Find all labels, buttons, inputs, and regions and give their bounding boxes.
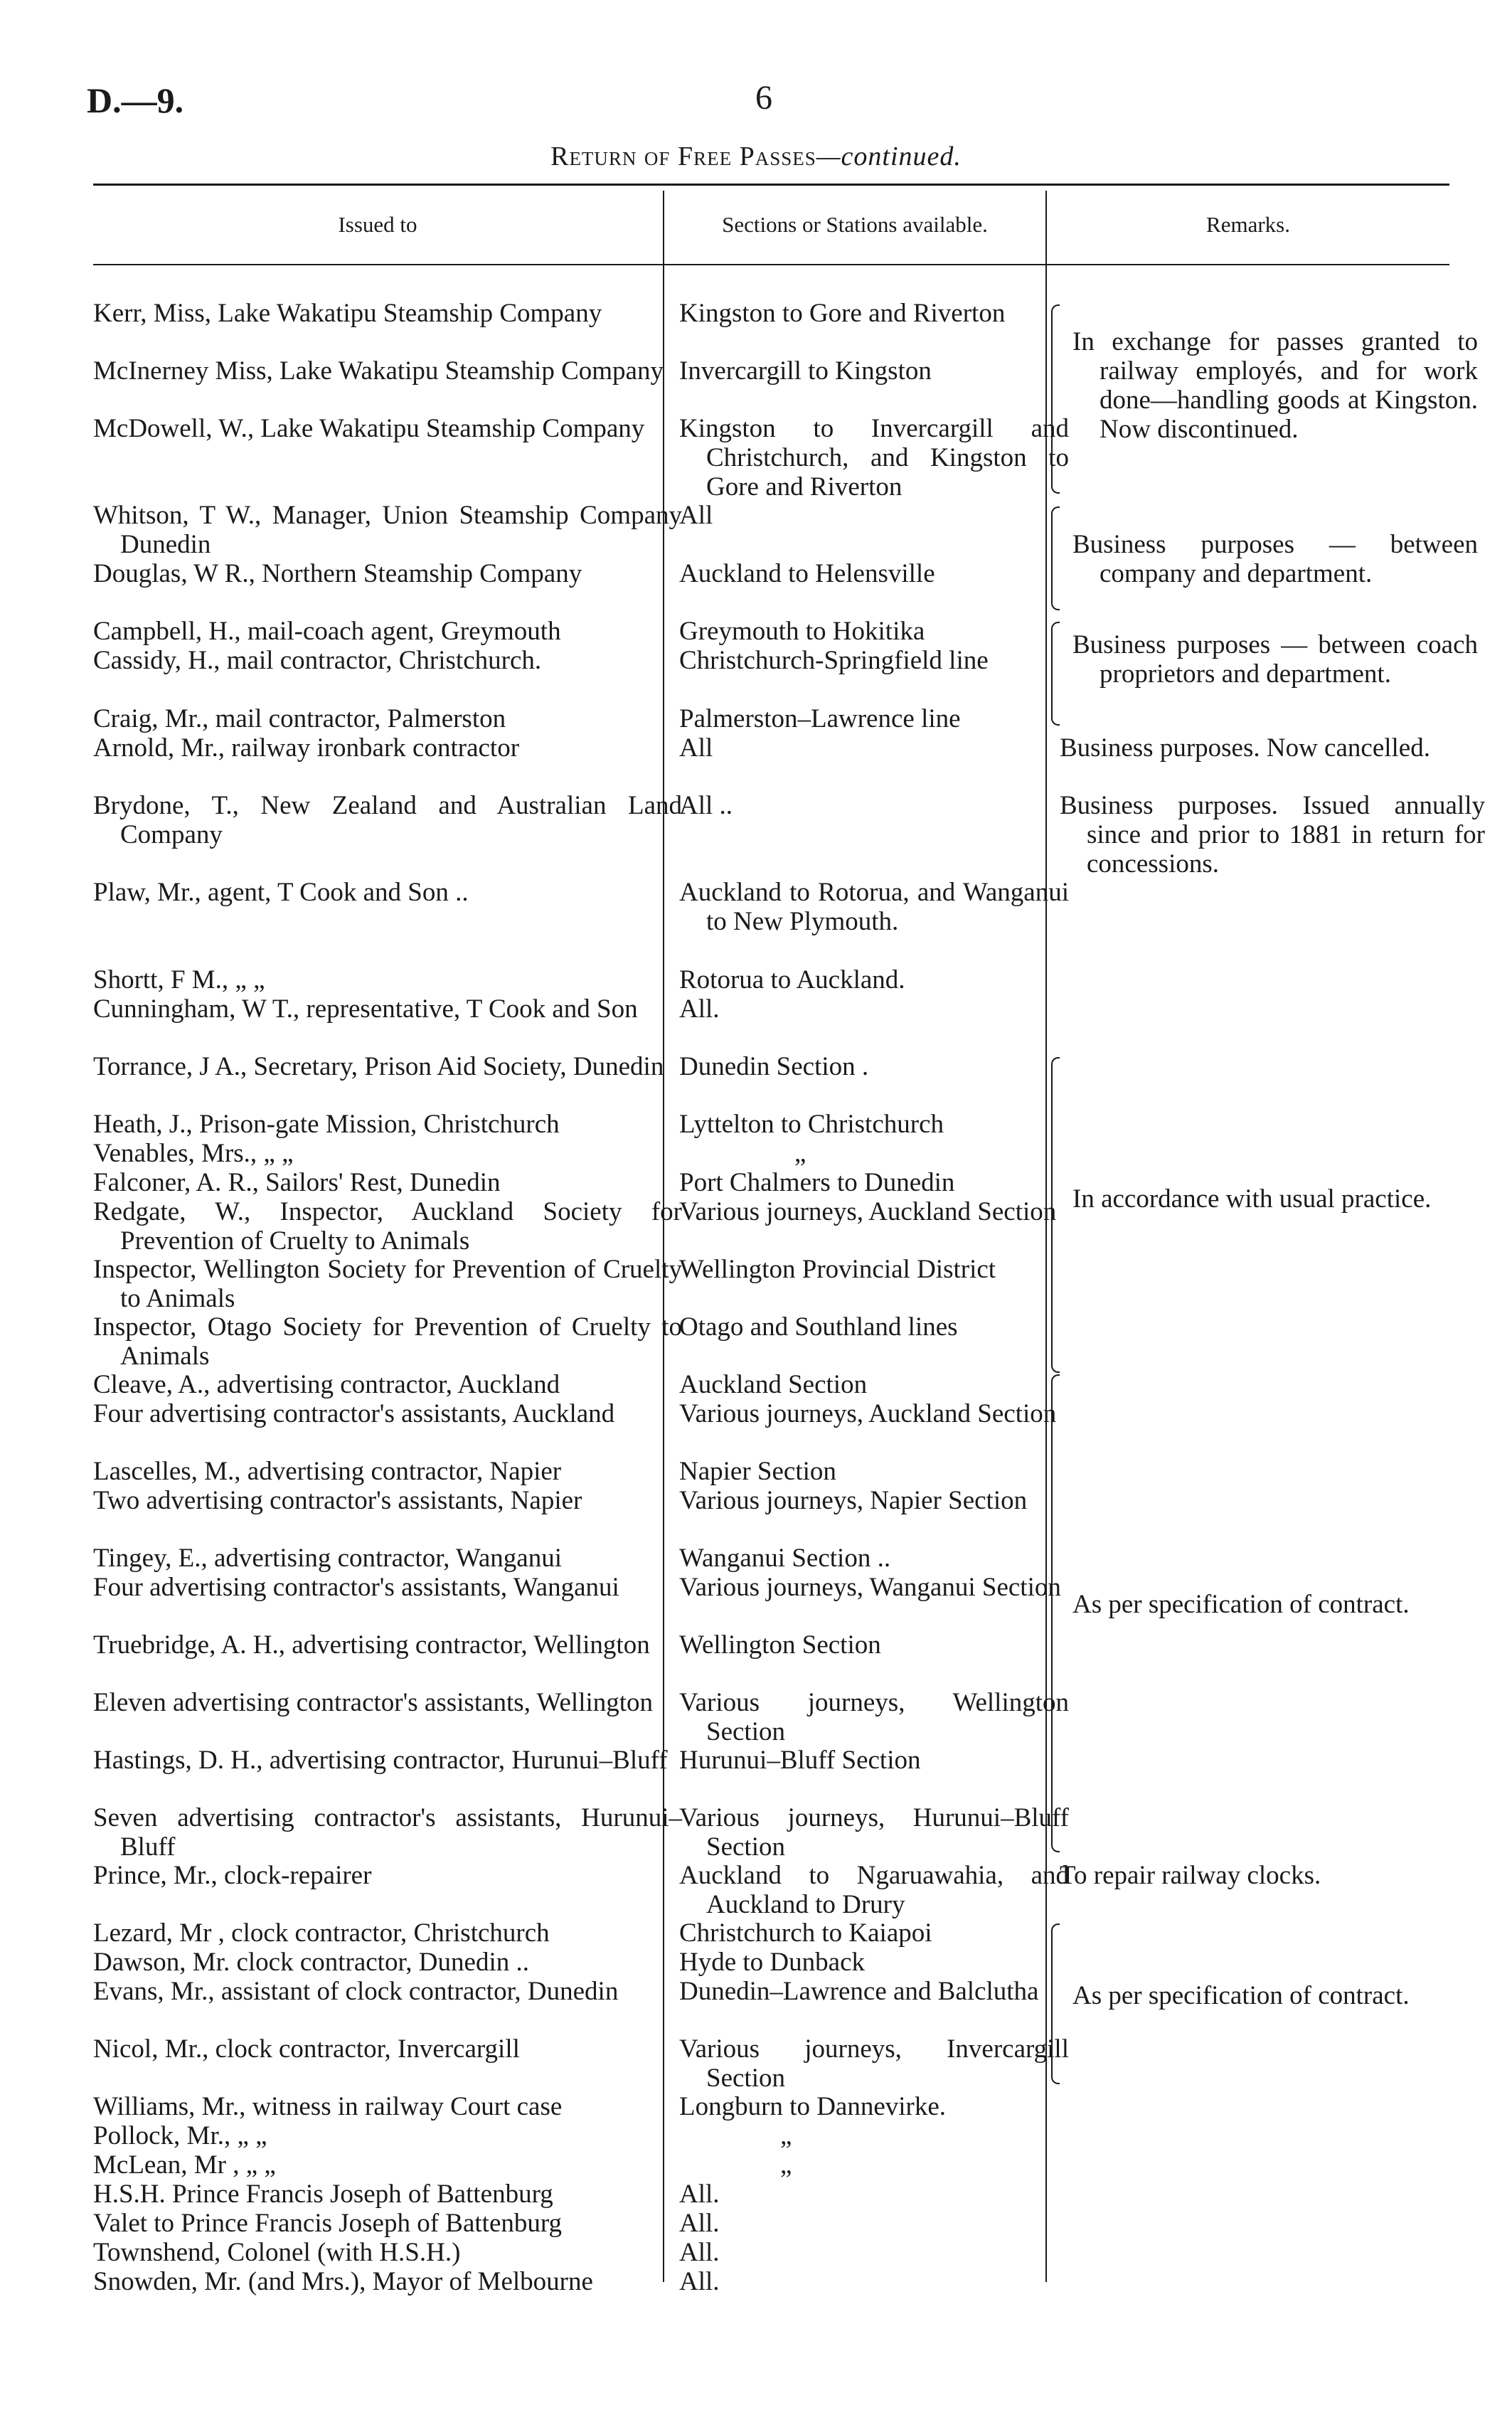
section-cell: Wellington Section (679, 1630, 881, 1660)
remarks-brace (1051, 1057, 1060, 1373)
section-cell: Greymouth to Hokitika (679, 617, 925, 646)
issued-to-cell: Kerr, Miss, Lake Wakatipu Steamship Company (93, 299, 602, 328)
issued-to-cell: Two advertising contractor's assistants, Napier (93, 1486, 582, 1515)
section-cell: „ (794, 1139, 806, 1168)
issued-to-cell: McInerney Miss, Lake Wakatipu Steamship Company (93, 356, 664, 386)
section-cell: Rotorua to Auckland. (679, 965, 905, 994)
page-reference: D.—9. (87, 80, 184, 120)
issued-to-cell: Craig, Mr., mail contractor, Palmerston (93, 704, 506, 733)
remarks-brace (1051, 1374, 1060, 1852)
column-header-sections: Sections or Stations available. (722, 212, 988, 237)
section-cell: Dunedin–Lawrence and Balclutha (679, 1977, 1039, 2006)
remarks-brace (1051, 622, 1060, 726)
remark-cell: In exchange for passes granted to railway employés, and for work done—handling goods at Kingston. Now discontinued. (1072, 327, 1478, 444)
issued-to-cell: Inspector, Wellington Society for Prevention of Cruelty to Animals (93, 1255, 682, 1313)
issued-to-cell: Arnold, Mr., railway ironbark contractor (93, 733, 520, 763)
issued-to-cell: Eleven advertising contractor's assistants, Wellington (93, 1688, 654, 1717)
issued-to-cell: Shortt, F M., „ „ (93, 965, 265, 994)
section-cell: „ (780, 2121, 792, 2150)
remark-cell: In accordance with usual practice. (1072, 1184, 1432, 1214)
section-cell: Auckland to Rotorua, and Wanganui to New Plymouth. (679, 878, 1069, 936)
section-cell: All. (679, 2180, 720, 2209)
section-cell: Auckland Section (679, 1370, 868, 1399)
column-header-remarks: Remarks. (1206, 212, 1290, 237)
issued-to-cell: Tingey, E., advertising contractor, Wanganui (93, 1544, 563, 1573)
remark-cell: Business purposes. Now cancelled. (1060, 733, 1430, 763)
issued-to-cell: Evans, Mr., assistant of clock contractor, Dunedin (93, 1977, 619, 2006)
issued-to-cell: Truebridge, A. H., advertising contractor, Wellington (93, 1630, 650, 1660)
section-cell: Various journeys, Auckland Section (679, 1197, 1057, 1226)
section-cell: Otago and Southland lines (679, 1312, 958, 1342)
issued-to-cell: Dawson, Mr. clock contractor, Dunedin .. (93, 1948, 529, 1977)
issued-to-cell: Brydone, T., New Zealand and Australian Land Company (93, 791, 682, 849)
section-cell: Wanganui Section .. (679, 1544, 891, 1573)
section-cell: Various journeys, Wanganui Section (679, 1573, 1061, 1602)
remark-cell: Business purposes — between coach proprietors and department. (1072, 630, 1478, 689)
section-cell: Wellington Provincial District (679, 1255, 996, 1284)
remark-cell: Business purposes. Issued annually since and prior to 1881 in return for concessions. (1060, 791, 1485, 879)
issued-to-cell: H.S.H. Prince Francis Joseph of Battenburg (93, 2180, 553, 2209)
remark-cell: To repair railway clocks. (1060, 1861, 1321, 1890)
section-cell: Dunedin Section . (679, 1052, 869, 1081)
remarks-brace (1051, 1923, 1060, 2084)
page-title (0, 141, 1512, 172)
issued-to-cell: Four advertising contractor's assistants, Wanganui (93, 1573, 619, 1602)
section-cell: Invercargill to Kingston (679, 356, 932, 386)
section-cell: Christchurch-Springfield line (679, 646, 989, 675)
remarks-brace (1051, 506, 1060, 610)
section-cell: All. (679, 2238, 720, 2267)
section-cell: All. (679, 2267, 720, 2296)
issued-to-cell: Redgate, W., Inspector, Auckland Society for Prevention of Cruelty to Animals (93, 1197, 682, 1256)
issued-to-cell: Prince, Mr., clock-repairer (93, 1861, 372, 1890)
section-cell: All (679, 501, 713, 530)
section-cell: All .. (679, 791, 733, 820)
issued-to-cell: Heath, J., Prison-gate Mission, Christchurch (93, 1110, 560, 1139)
issued-to-cell: Lascelles, M., advertising contractor, Napier (93, 1457, 562, 1486)
section-cell: Auckland to Ngaruawahia, and Auckland to Drury (679, 1861, 1069, 1919)
issued-to-cell: Falconer, A. R., Sailors' Rest, Dunedin (93, 1168, 501, 1197)
issued-to-cell: Cunningham, W T., representative, T Cook and Son (93, 994, 638, 1024)
section-cell: Longburn to Dannevirke. (679, 2092, 947, 2121)
section-cell: Various journeys, Auckland Section (679, 1399, 1057, 1428)
section-cell: All. (679, 994, 720, 1024)
issued-to-cell: Venables, Mrs., „ „ (93, 1139, 294, 1168)
remark-cell: As per specification of contract. (1072, 1981, 1410, 2010)
page-title-continued: —continued. (816, 142, 962, 171)
issued-to-cell: Campbell, H., mail-coach agent, Greymouth (93, 617, 561, 646)
issued-to-cell: Seven advertising contractor's assistants, Hurunui–Bluff (93, 1803, 682, 1862)
section-cell: Napier Section (679, 1457, 836, 1486)
issued-to-cell: Cassidy, H., mail contractor, Christchurch. (93, 646, 542, 675)
section-cell: Various journeys, Wellington Section (679, 1688, 1069, 1746)
issued-to-cell: Torrance, J A., Secretary, Prison Aid Society, Dunedin (93, 1052, 664, 1081)
remark-cell: Business purposes — between company and department. (1072, 530, 1478, 588)
section-cell: Port Chalmers to Dunedin (679, 1168, 955, 1197)
issued-to-cell: Whitson, T W., Manager, Union Steamship Company Dunedin (93, 501, 682, 559)
page-number: 6 (755, 79, 772, 117)
section-cell: Hyde to Dunback (679, 1948, 865, 1977)
page-title-main: Return of Free Passes (550, 142, 816, 171)
issued-to-cell: McLean, Mr , „ „ (93, 2150, 276, 2180)
issued-to-cell: Snowden, Mr. (and Mrs.), Mayor of Melbourne (93, 2267, 593, 2296)
section-cell: „ (780, 2150, 792, 2180)
issued-to-cell: Valet to Prince Francis Joseph of Battenburg (93, 2209, 563, 2238)
issued-to-cell: Inspector, Otago Society for Prevention of Cruelty to Animals (93, 1312, 682, 1371)
section-cell: Lyttelton to Christchurch (679, 1110, 944, 1139)
section-cell: Various journeys, Hurunui–Bluff Section (679, 1803, 1069, 1862)
issued-to-cell: Nicol, Mr., clock contractor, Invercargill (93, 2034, 520, 2064)
issued-to-cell: Plaw, Mr., agent, T Cook and Son .. (93, 878, 469, 907)
section-cell: All (679, 733, 713, 763)
section-cell: Various journeys, Invercargill Section (679, 2034, 1069, 2093)
table-top-rule (93, 184, 1449, 186)
issued-to-cell: Douglas, W R., Northern Steamship Company (93, 559, 582, 588)
issued-to-cell: Pollock, Mr., „ „ (93, 2121, 267, 2150)
section-cell: Various journeys, Napier Section (679, 1486, 1028, 1515)
section-cell: Palmerston–Lawrence line (679, 704, 961, 733)
remark-cell: As per specification of contract. (1072, 1590, 1410, 1619)
section-cell: Kingston to Gore and Riverton (679, 299, 1006, 328)
issued-to-cell: McDowell, W., Lake Wakatipu Steamship Company (93, 414, 645, 443)
issued-to-cell: Williams, Mr., witness in railway Court case (93, 2092, 563, 2121)
issued-to-cell: Lezard, Mr , clock contractor, Christchurch (93, 1919, 550, 1948)
section-cell: All. (679, 2209, 720, 2238)
section-cell: Christchurch to Kaiapoi (679, 1919, 932, 1948)
issued-to-cell: Four advertising contractor's assistants, Auckland (93, 1399, 615, 1428)
remarks-brace (1051, 304, 1060, 494)
column-header-issued-to: Issued to (338, 212, 417, 237)
section-cell: Hurunui–Bluff Section (679, 1746, 921, 1775)
section-cell: Kingston to Invercargill and Christchurch, and Kingston to Gore and Riverton (679, 414, 1069, 501)
issued-to-cell: Hastings, D. H., advertising contractor, Hurunui–Bluff (93, 1746, 668, 1775)
header-bottom-rule (93, 264, 1449, 265)
section-cell: Auckland to Helensville (679, 559, 935, 588)
issued-to-cell: Cleave, A., advertising contractor, Auckland (93, 1370, 560, 1399)
issued-to-cell: Townshend, Colonel (with H.S.H.) (93, 2238, 461, 2267)
